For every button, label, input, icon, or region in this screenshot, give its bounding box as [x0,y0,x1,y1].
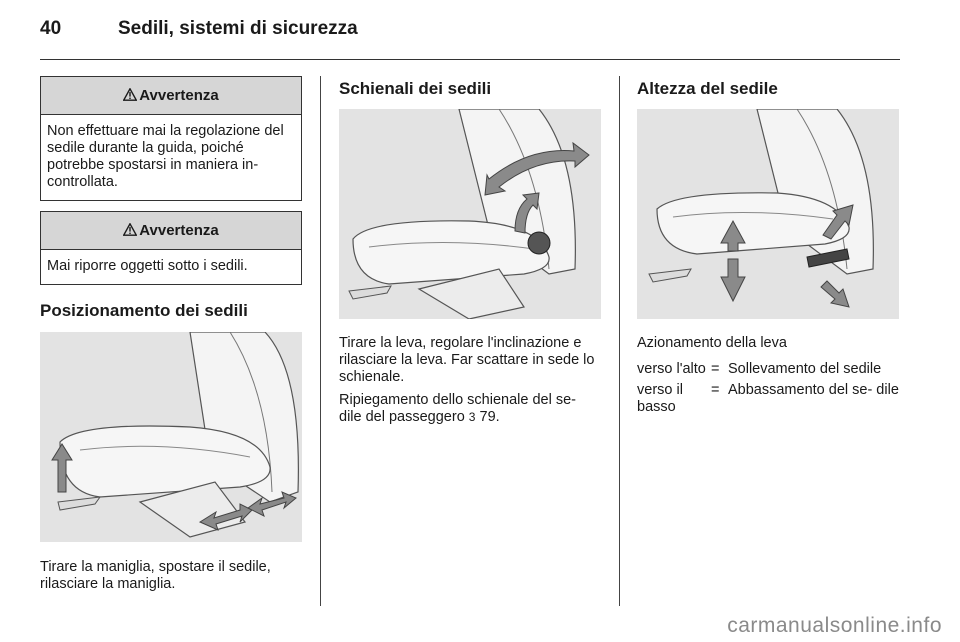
backrest-fold-note [339,392,601,426]
definition-desc: Sollevamento del sedile [728,361,882,377]
definition-eq: = [711,361,720,377]
column-divider-1 [320,76,321,606]
section-title: Sedili, sistemi di sicurezza [118,18,358,39]
seat-position-illustration [40,332,302,542]
warning-box-1 [40,76,302,201]
column-3 [637,76,899,416]
definition-row [637,361,899,378]
lever-caption: Azionamento della leva [637,335,787,351]
warning-triangle-icon [123,78,137,115]
header-rule [40,59,900,60]
seat-position-caption: Tirare la maniglia, spostare il sedile, rilasciare la maniglia. [40,559,271,592]
backrest-illustration [339,109,601,319]
page-reference-number: 79. [475,409,500,425]
section-heading-seat-backrests: Schienali dei sedili [339,79,492,98]
lever-down-arrow-icon [821,281,849,307]
watermark: carmanualsonline.info [727,614,942,637]
warning-box-heading [41,77,301,115]
column-1 [40,76,302,593]
definition-row [637,378,899,416]
backrest-fold-text: Ripiegamento dello schienale del se- dile del passeggero [339,392,576,425]
warning-text: Mai riporre oggetti sotto i sedili. [47,258,248,274]
warning-text: Non effettuare mai la regolazione del sedile durante la guida, poiché potrebbe spostarsi in maniera in- controllata. [47,123,284,190]
section-heading-seat-height: Altezza del sedile [637,79,778,98]
column-divider-2 [619,76,620,606]
definition-table [637,361,899,416]
backrest-instruction: Tirare la leva, regolare l'inclinazione e rilasciare la leva. Far scattare in sede lo schienale. [339,335,595,385]
warning-box-2 [40,211,302,285]
page-number: 40 [40,18,62,39]
warning-box-heading [41,212,301,250]
definition-term: verso il basso [637,382,683,415]
section-heading-seat-position: Posizionamento dei sedili [40,301,248,320]
column-2 [339,76,601,426]
definition-eq: = [711,382,720,398]
page-reference-symbol: 3 [468,410,476,424]
warning-triangle-icon [123,213,137,250]
definition-desc: Abbassamento del se- dile [728,382,899,398]
warning-heading-text: Avvertenza [139,87,219,104]
warning-heading-text: Avvertenza [139,222,219,239]
seat-height-illustration [637,109,899,319]
definition-term: verso l'alto [637,361,706,377]
